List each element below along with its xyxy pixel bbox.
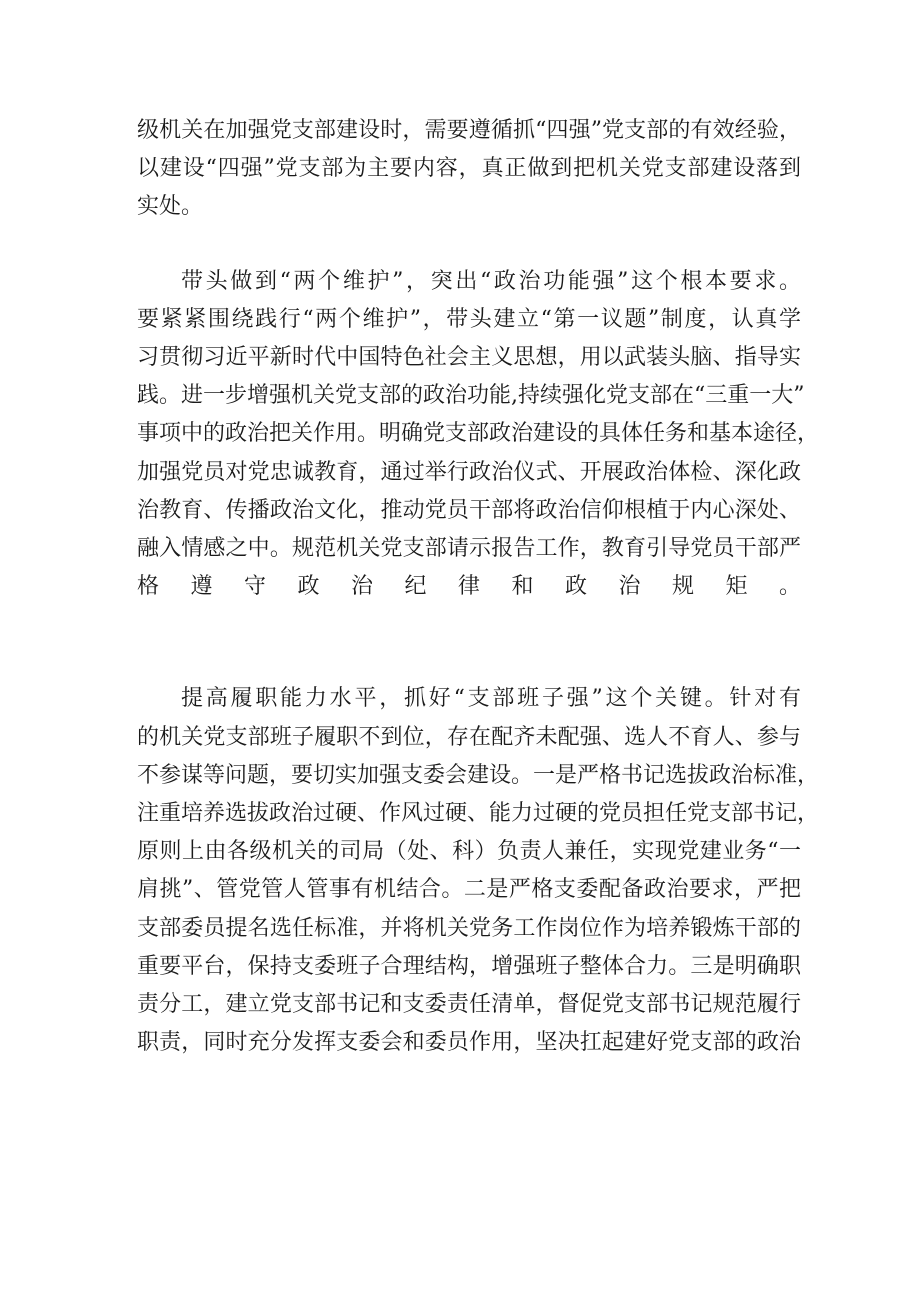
text-line: 重要平台，保持支委班子合理结构，增强班子整体合力。三是明确职	[137, 953, 801, 979]
paragraph-3	[137, 680, 820, 1062]
text-line: 践。进一步增强机关党支部的政治功能,持续强化党支部在“三重一大”	[137, 383, 805, 409]
text-line: 格遵守政治纪律和政治规矩。	[137, 574, 801, 600]
text-line: 级机关在加强党支部建设时，需要遵循抓“四强”党支部的有效经验，	[137, 118, 801, 143]
text-line	[137, 606, 801, 644]
paragraph-spacer	[137, 227, 801, 263]
text-line: 带头做到“两个维护”，突出“政治功能强”这个根本要求。	[181, 268, 801, 294]
text-line: 提高履职能力水平，抓好“支部班子强”这个关键。针对有	[181, 686, 801, 712]
text-line: 事项中的政治把关作用。明确党支部政治建设的具体任务和基本途径，	[137, 421, 820, 447]
text-line: 肩挑”、管党管人管事有机结合。二是严格支委配备政治要求，严把	[137, 877, 801, 903]
text-line: 治教育、传播政治文化，推动党员干部将政治信仰根植于内心深处、	[137, 497, 801, 523]
text-line: 责分工，建立党支部书记和支委责任清单，督促党支部书记规范履行	[137, 991, 801, 1017]
paragraph-2	[137, 263, 820, 645]
text-line: 以建设“四强”党支部为主要内容，真正做到把机关党支部建设落到	[137, 156, 801, 182]
text-line: 支部委员提名选任标准，并将机关党务工作岗位作为培养锻炼干部的	[137, 915, 801, 941]
paragraph-spacer	[137, 644, 801, 680]
text-line: 加强党员对党忠诚教育，通过举行政治仪式、开展政治体检、深化政	[137, 459, 801, 485]
text-line: 职责，同时充分发挥支委会和委员作用，坚决扛起建好党支部的政治	[137, 1030, 801, 1056]
text-line: 融入情感之中。规范机关党支部请示报告工作，教育引导党员干部严	[137, 535, 801, 561]
text-line: 原则上由各级机关的司局（处、科）负责人兼任，实现党建业务“一	[137, 839, 801, 865]
text-line: 实处。	[137, 194, 204, 220]
text-line: 注重培养选拔政治过硬、作风过硬、能力过硬的党员担任党支部书记，	[137, 801, 820, 826]
text-line: 习贯彻习近平新时代中国特色社会主义思想，用以武装头脑、指导实	[137, 344, 801, 370]
text-line: 不参谋等问题，要切实加强支委会建设。一是严格书记选拔政治标准，	[137, 762, 820, 788]
text-line: 的机关党支部班子履职不到位，存在配齐未配强、选人不育人、参与	[137, 724, 801, 750]
paragraph-1	[137, 112, 801, 227]
document-body	[137, 112, 820, 1062]
text-line: 要紧紧围绕践行“两个维护”，带头建立“第一议题”制度，认真学	[137, 306, 801, 332]
